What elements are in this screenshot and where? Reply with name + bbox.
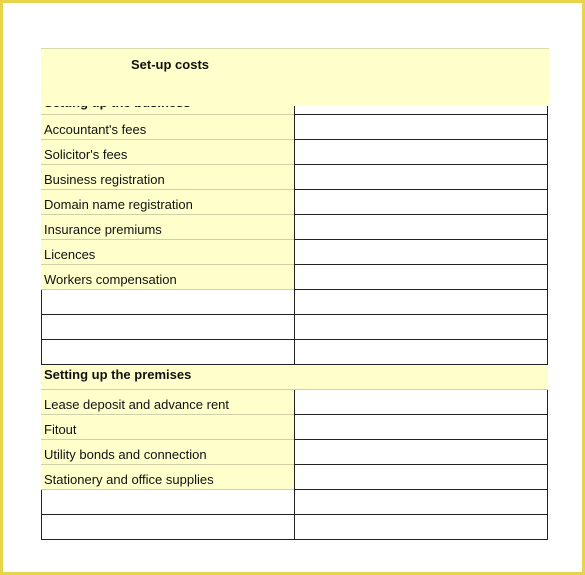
cost-item-row	[41, 415, 549, 440]
cost-item-row	[41, 115, 549, 140]
cost-item-label: Domain name registration	[41, 190, 294, 215]
section-header-row	[41, 365, 549, 390]
cost-item-amount-cell[interactable]	[294, 265, 548, 290]
title-row	[41, 48, 549, 106]
cost-item-amount-cell[interactable]	[294, 440, 548, 465]
cost-item-row	[41, 265, 549, 290]
cost-item-label: Accountant's fees	[41, 115, 294, 140]
cost-item-amount-cell[interactable]	[294, 165, 548, 190]
blank-label-cell[interactable]	[41, 515, 294, 540]
blank-row	[41, 340, 549, 365]
sheet-title: Set-up costs	[131, 57, 210, 72]
cost-item-label: Insurance premiums	[41, 215, 294, 240]
cost-item-row	[41, 140, 549, 165]
cost-item-amount-cell[interactable]	[294, 465, 548, 490]
blank-row	[41, 490, 549, 515]
cost-item-row	[41, 465, 549, 490]
blank-label-cell[interactable]	[41, 290, 294, 315]
cost-item-row	[41, 240, 549, 265]
blank-row	[41, 315, 549, 340]
cost-item-label: Utility bonds and connection	[41, 440, 294, 465]
blank-amount-cell[interactable]	[294, 315, 548, 340]
cost-item-amount-cell[interactable]	[294, 390, 548, 415]
cost-item-amount-cell[interactable]	[294, 415, 548, 440]
cost-item-label: Stationery and office supplies	[41, 465, 294, 490]
sheet-rows	[41, 93, 549, 540]
cost-item-row	[41, 390, 549, 415]
section-heading: Setting up the premises	[41, 365, 294, 390]
cost-item-label: Licences	[41, 240, 294, 265]
blank-label-cell[interactable]	[41, 340, 294, 365]
cost-item-amount-cell[interactable]	[294, 215, 548, 240]
blank-label-cell[interactable]	[41, 315, 294, 340]
cost-item-amount-cell[interactable]	[294, 140, 548, 165]
cost-item-row	[41, 165, 549, 190]
section-header-value-cell	[294, 365, 548, 390]
cost-item-label: Fitout	[41, 415, 294, 440]
cost-item-row	[41, 190, 549, 215]
cost-item-amount-cell[interactable]	[294, 190, 548, 215]
cost-item-label: Solicitor's fees	[41, 140, 294, 165]
blank-row	[41, 290, 549, 315]
cost-item-amount-cell[interactable]	[294, 115, 548, 140]
cost-item-row	[41, 215, 549, 240]
cost-item-label: Business registration	[41, 165, 294, 190]
blank-label-cell[interactable]	[41, 490, 294, 515]
cost-item-row	[41, 440, 549, 465]
blank-amount-cell[interactable]	[294, 290, 548, 315]
cost-item-amount-cell[interactable]	[294, 240, 548, 265]
blank-row	[41, 515, 549, 540]
blank-amount-cell[interactable]	[294, 340, 548, 365]
setup-costs-sheet	[41, 48, 549, 540]
blank-amount-cell[interactable]	[294, 490, 548, 515]
blank-amount-cell[interactable]	[294, 515, 548, 540]
cost-item-label: Lease deposit and advance rent	[41, 390, 294, 415]
cost-item-label: Workers compensation	[41, 265, 294, 290]
